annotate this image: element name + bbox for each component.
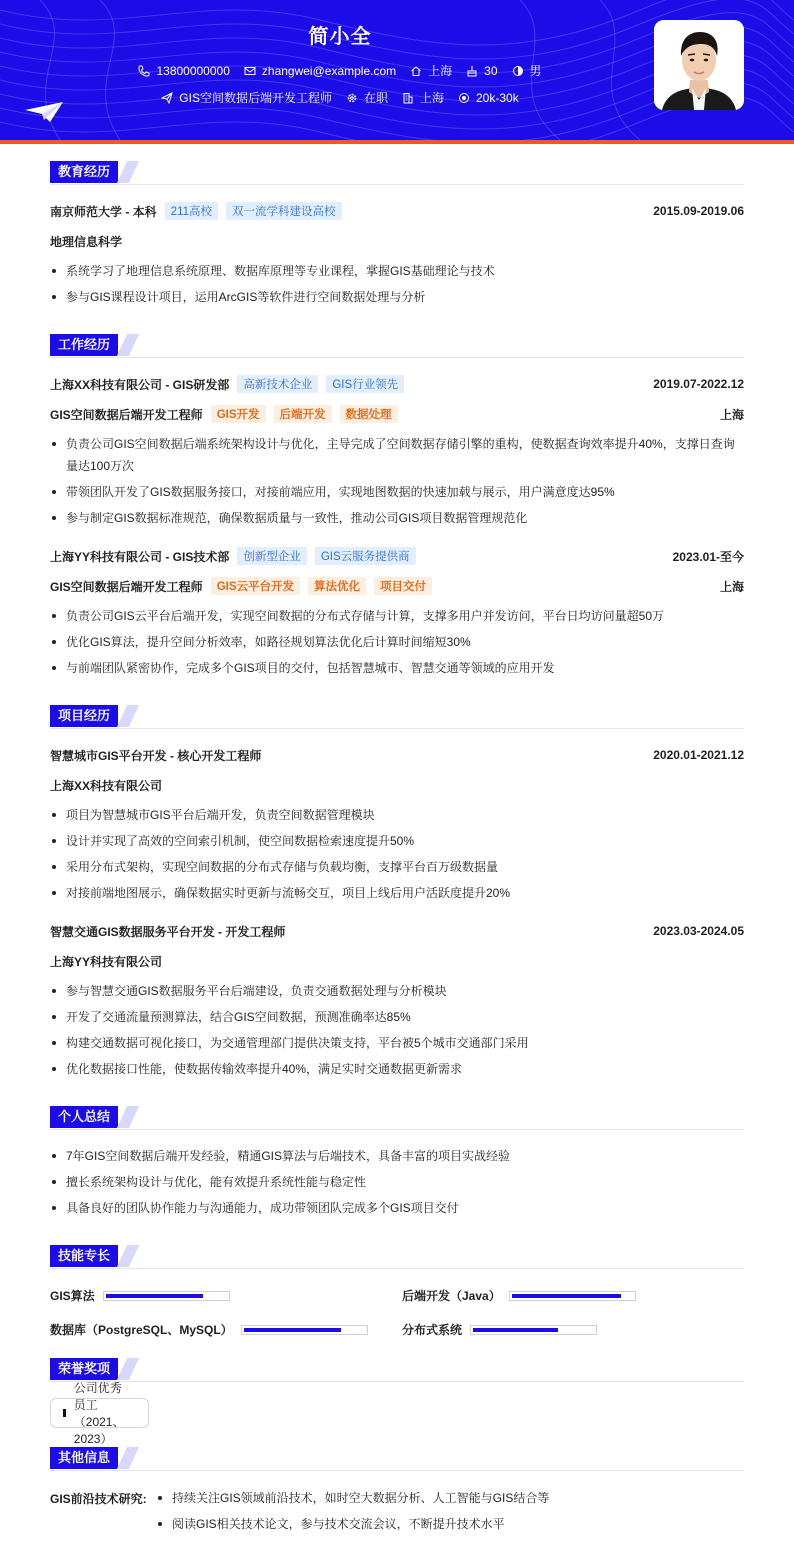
job-company-row: [50, 374, 744, 394]
project-name: 智慧城市GIS平台开发 - 核心开发工程师: [50, 748, 262, 763]
list-item: 设计并实现了高效的空间索引机制，使空间数据检索速度提升50%: [50, 830, 744, 852]
section-title-decoration: [117, 1245, 139, 1267]
award-text: 公司优秀员工（2021、2023）: [73, 1381, 125, 1446]
other-info-label-row: [50, 1488, 160, 1508]
job-title-info: [161, 89, 332, 106]
project-company-row: [50, 951, 744, 971]
job-position-row: [50, 576, 744, 596]
status-info: [346, 89, 388, 106]
other-info-section: [50, 1447, 744, 1531]
list-item: 负责公司GIS空间数据后端系统架构设计与优化，主导完成了空间数据存储引擎的重构，使数据查询效率提升40%，支撑日查询量达100万次: [50, 433, 744, 477]
square-bullet-icon: [63, 1409, 66, 1417]
section-title: 荣誉奖项: [50, 1358, 118, 1380]
project-header-row: [50, 921, 744, 941]
skill-item: [402, 1321, 597, 1338]
position-tag: GIS云平台开发: [211, 577, 300, 595]
skills-section: [50, 1245, 744, 1337]
list-item: 参与智慧交通GIS数据服务平台后端建设，负责交通数据处理与分析模块: [50, 980, 744, 1002]
job-city: 上海: [719, 579, 744, 594]
skill-level-fill: [106, 1294, 203, 1298]
list-item: 参与制定GIS数据标准规范，确保数据质量与一致性，推动公司GIS项目数据管理规范化: [50, 507, 744, 529]
phone-info: [138, 64, 229, 78]
skill-level-fill: [244, 1328, 341, 1332]
list-item: 优化GIS算法，提升空间分析效率，如路径规划算法优化后计算时间缩短30%: [50, 631, 744, 653]
job-period: 2019.07-2022.12: [653, 377, 744, 391]
skill-name: GIS算法: [50, 1289, 95, 1303]
section-header: [50, 334, 744, 358]
target-city-info: [402, 89, 444, 106]
company-tag: 创新型企业: [237, 547, 307, 565]
section-header: [50, 705, 744, 729]
section-header: [50, 1245, 744, 1269]
list-item: 擅长系统架构设计与优化，能有效提升系统性能与稳定性: [50, 1171, 744, 1193]
section-title: 项目经历: [50, 705, 118, 727]
job-title-text: GIS空间数据后端开发工程师: [179, 91, 332, 105]
gender-icon: [512, 65, 524, 77]
paper-plane-icon: [24, 100, 64, 124]
section-header: [50, 1447, 744, 1471]
list-item: 系统学习了地理信息系统原理、数据库原理等专业课程，掌握GIS基础理论与技术: [50, 260, 744, 282]
gender-info: [512, 62, 542, 79]
project-company: 上海XX科技有限公司: [50, 778, 163, 793]
position-tag: GIS开发: [211, 405, 266, 423]
age-info: [466, 64, 497, 78]
salary-info: [458, 91, 519, 105]
project-period: 2023.03-2024.05: [653, 924, 744, 938]
skill-level-bar: [470, 1325, 597, 1335]
section-title: 教育经历: [50, 161, 118, 183]
section-title-decoration: [117, 1358, 139, 1380]
section-title-decoration: [117, 705, 139, 727]
skill-item: [50, 1321, 368, 1338]
list-item: 开发了交通流量预测算法，结合GIS空间数据，预测准确率达85%: [50, 1006, 744, 1028]
list-item: 7年GIS空间数据后端开发经验，精通GIS算法与后端技术，具备丰富的项目实战经验: [50, 1145, 744, 1167]
list-item: 项目为智慧城市GIS平台后端开发，负责空间数据管理模块: [50, 804, 744, 826]
project-company-row: [50, 775, 744, 795]
list-item: 对接前端地图展示，确保数据实时更新与流畅交互，项目上线后用户活跃度提升20%: [50, 882, 744, 904]
list-item: 优化数据接口性能，使数据传输效率提升40%，满足实时交通数据更新需求: [50, 1058, 744, 1080]
list-item: 采用分布式架构，实现空间数据的分布式存储与负载均衡，支撑平台百万级数据量: [50, 856, 744, 878]
gear-icon: [346, 92, 358, 104]
list-item: 与前端团队紧密协作，完成多个GIS项目的交付，包括智慧城市、智慧交通等领域的应用开发: [50, 657, 744, 679]
school-tag: 双一流学科建设高校: [226, 202, 342, 220]
section-title: 其他信息: [50, 1447, 118, 1469]
skill-item: [402, 1287, 636, 1304]
section-title: 技能专长: [50, 1245, 118, 1267]
major-name: 地理信息科学: [50, 234, 123, 249]
phone-number: 13800000000: [156, 63, 230, 78]
summary-section: [50, 1106, 744, 1215]
list-item: 参与GIS课程设计项目，运用ArcGIS等软件进行空间数据处理与分析: [50, 286, 744, 308]
position-tag: 后端开发: [274, 405, 332, 423]
location-info: [410, 62, 452, 79]
award-item: [50, 1381, 149, 1446]
skill-name: 后端开发（Java）: [402, 1289, 501, 1303]
section-title-decoration: [117, 334, 139, 356]
portrait-photo: [654, 20, 744, 110]
major-row: [50, 231, 744, 251]
age-text: 30: [484, 63, 498, 78]
email-address: zhangwei@example.com: [261, 63, 397, 78]
section-title-decoration: [117, 161, 139, 183]
header-accent-stripe: [0, 140, 794, 144]
job-position-row: [50, 404, 744, 424]
list-item: 持续关注GIS领域前沿技术，如时空大数据分析、人工智能与GIS结合等: [156, 1487, 744, 1509]
phone-icon: [138, 65, 150, 77]
company-tag: GIS行业领先: [326, 375, 404, 393]
skill-level-fill: [473, 1328, 558, 1332]
list-item: 构建交通数据可视化接口，为交通管理部门提供决策支持，平台被5个城市交通部门采用: [50, 1032, 744, 1054]
job-period: 2023.01-至今: [672, 549, 744, 564]
mail-icon: [244, 65, 256, 77]
education-header-row: [50, 201, 744, 221]
skill-level-bar: [241, 1325, 368, 1335]
target-city-text: 上海: [419, 91, 444, 105]
skill-level-fill: [512, 1294, 621, 1298]
list-item: 具备良好的团队协作能力与沟通能力，成功带领团队完成多个GIS项目交付: [50, 1197, 744, 1219]
job-city: 上海: [719, 407, 744, 422]
section-header: [50, 1358, 744, 1382]
school-name: 南京师范大学 - 本科: [50, 204, 157, 219]
school-tag: 211高校: [165, 202, 218, 220]
list-item: 带领团队开发了GIS数据服务接口，对接前端应用，实现地图数据的快速加载与展示，用户满意度达95%: [50, 481, 744, 503]
position-tag: 项目交付: [374, 577, 432, 595]
skill-name: 数据库（PostgreSQL、MySQL）: [50, 1323, 233, 1337]
education-period: 2015.09-2019.06: [653, 204, 744, 218]
work-section: [50, 334, 744, 675]
company-tag: 高新技术企业: [237, 375, 318, 393]
cake-icon: [466, 65, 478, 77]
email-info: [244, 64, 396, 78]
salary-text: 20k-30k: [476, 90, 519, 105]
section-title: 工作经历: [50, 334, 118, 356]
company-name: 上海XX科技有限公司 - GIS研发部: [50, 377, 230, 392]
building-icon: [402, 92, 414, 104]
section-title: 个人总结: [50, 1106, 118, 1128]
resume-header: [0, 0, 794, 140]
project-period: 2020.01-2021.12: [653, 748, 744, 762]
location-text: 上海: [428, 64, 453, 78]
list-item: 阅读GIS相关技术论文，参与技术交流会议，不断提升技术水平: [156, 1513, 744, 1535]
education-section: [50, 161, 744, 304]
home-icon: [410, 65, 422, 77]
job-intent-row: [0, 89, 680, 106]
gender-text: 男: [529, 64, 542, 78]
send-icon: [161, 92, 173, 104]
section-title-decoration: [117, 1106, 139, 1128]
company-name: 上海YY科技有限公司 - GIS技术部: [50, 549, 230, 564]
other-info-label: GIS前沿技术研究:: [50, 1491, 147, 1506]
coin-icon: [458, 92, 470, 104]
position-name: GIS空间数据后端开发工程师: [50, 579, 203, 594]
project-name: 智慧交通GIS数据服务平台开发 - 开发工程师: [50, 924, 286, 939]
section-header: [50, 161, 744, 185]
position-tag: 数据处理: [340, 405, 398, 423]
candidate-name: 简小全: [308, 26, 372, 48]
contact-row: [0, 62, 680, 79]
position-tag: 算法优化: [308, 577, 366, 595]
projects-section: [50, 705, 744, 1076]
company-tag: GIS云服务提供商: [315, 547, 416, 565]
project-company: 上海YY科技有限公司: [50, 954, 163, 969]
awards-section: [50, 1358, 744, 1446]
skill-level-bar: [103, 1291, 230, 1301]
section-header: [50, 1106, 744, 1130]
position-name: GIS空间数据后端开发工程师: [50, 407, 203, 422]
job-company-row: [50, 546, 744, 566]
skill-item: [50, 1287, 230, 1304]
skill-level-bar: [509, 1291, 636, 1301]
list-item: 负责公司GIS云平台后端开发，实现空间数据的分布式存储与计算，支撑多用户并发访问，平台日均访问量超50万: [50, 605, 744, 627]
status-text: 在职: [363, 91, 388, 105]
avatar: [654, 20, 744, 110]
project-header-row: [50, 745, 744, 765]
section-title-decoration: [117, 1447, 139, 1469]
skill-name: 分布式系统: [402, 1323, 463, 1337]
